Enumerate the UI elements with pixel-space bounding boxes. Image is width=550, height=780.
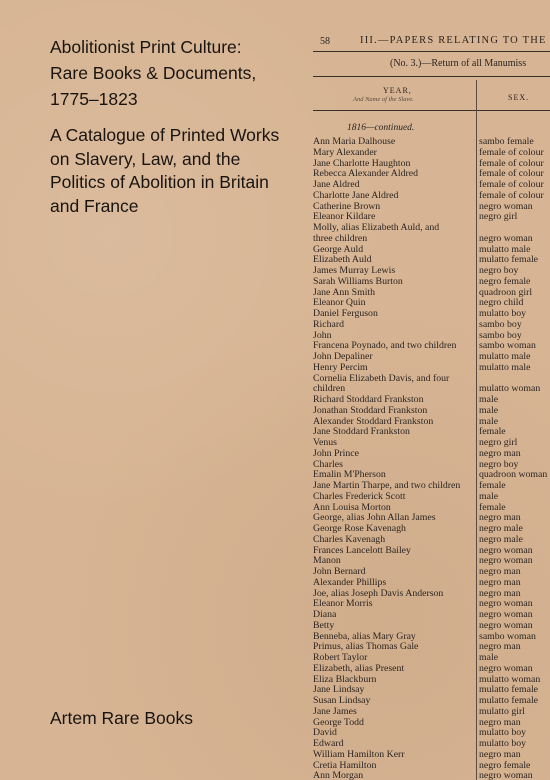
slave-sex: negro child [479,297,524,309]
list-item [313,406,550,417]
slave-sex: negro woman [479,598,533,610]
document-page-image [305,0,550,780]
slave-name: George Todd [313,716,364,728]
slave-name: Eleanor Kildare [313,211,376,223]
slave-name: Henry Percim [313,361,368,373]
slave-name: Benneba, alias Mary Gray [313,630,416,642]
list-item [313,277,550,288]
slave-name: George Auld [313,243,364,255]
slave-sex: negro woman [479,662,533,674]
slave-sex: female [479,480,506,491]
slave-sex: mulatto female [479,254,539,266]
subtitle-line: on Slavery, Law, and the [50,148,241,169]
slave-sex: negro man [479,447,521,459]
slave-sex: negro female [479,275,531,287]
slave-name: Ann Louisa Morton [313,501,391,513]
slave-sex: mulatto boy [479,727,527,739]
slave-name: John Prince [313,447,359,459]
page-number: 58 [320,36,330,47]
slave-sex: negro man [479,512,521,524]
slave-name: Robert Taylor [313,652,368,663]
slave-name: Charlotte Jane Aldred [313,189,399,201]
slave-name: Jonathan Stoddard Frankston [313,404,428,416]
slave-name: Betty [313,619,335,631]
slave-sex: mulatto male [479,351,531,362]
running-head: III.—PAPERS RELATING TO THE [360,35,547,46]
catalogue-subtitle [50,124,305,218]
slave-sex: mulatto female [479,695,539,706]
slave-name: Richard [313,318,345,330]
slave-sex: mulatto boy [479,308,527,319]
slave-sex: sambo female [479,136,534,147]
slave-name: Richard Stoddard Frankston [313,394,424,405]
list-item [313,234,550,245]
slave-name: James Murray Lewis [313,265,396,276]
list-item [313,320,550,331]
slave-name: Elizabeth Auld [313,254,372,266]
slave-name: Jane Ann Smith [313,286,376,298]
slave-name: Diana [313,609,337,620]
slave-sex: negro man [479,716,521,728]
slave-sex: negro male [479,533,523,545]
slave-name: Charles [313,458,343,470]
slave-sex: negro woman [479,200,533,212]
slave-name: Manon [313,555,341,567]
subtitle-line: Politics of Abolition in Britain [50,172,269,192]
slave-sex: sambo boy [479,329,522,341]
slave-name: children [313,383,346,395]
slave-sex: female of colour [479,189,544,201]
slave-name: Rebecca Alexander Aldred [313,168,418,180]
slave-name: Eliza Blackburn [313,673,377,685]
slave-name: Catherine Brown [313,200,381,212]
slave-sex: negro man [479,566,521,577]
slave-sex: mulatto woman [479,383,541,395]
slave-name: Alexander Phillips [313,576,387,588]
subtitle-line: A Catalogue of Printed Works [50,125,280,145]
catalogue-title [50,34,300,112]
table-heading: (No. 3.)—Return of all Manumiss [390,58,527,69]
column-header-rule [313,110,550,111]
slave-name: Edward [313,738,344,749]
title-line: 1775–1823 [50,89,138,109]
slave-sex: mulatto girl [479,705,525,717]
slave-sex: mulatto male [479,361,531,373]
slave-sex: male [479,394,499,405]
slave-name: Eleanor Quin [313,297,366,309]
cover-text-column [50,0,305,780]
slave-name: Cornelia Elizabeth Davis, and four [313,372,450,384]
slave-sex: negro woman [479,232,533,244]
slave-sex: male [479,652,499,663]
slave-sex: female of colour [479,157,544,169]
subtitle-line: and France [50,195,139,216]
slave-sex: negro woman [479,619,533,631]
slave-name: Jane Aldred [313,179,360,190]
column-year-label: YEAR, [383,86,412,95]
slave-name: Joe, alias Joseph Davis Anderson [313,587,444,599]
slave-sex: negro woman [479,770,533,780]
slave-sex: negro girl [479,211,518,223]
slave-sex: negro girl [479,437,518,448]
slave-name: Francena Poynado, and two children [313,340,457,352]
slave-sex: negro man [479,748,521,760]
slave-name: Primus, alias Thomas Gale [313,641,419,653]
list-item [313,191,550,202]
slave-name: three children [313,232,368,244]
list-item [313,535,550,546]
slave-name: Frances Lancelott Bailey [313,544,411,556]
slave-sex: male [479,490,499,502]
slave-name: David [313,727,337,739]
slave-name: Sarah Williams Burton [313,275,403,287]
slave-name: Charles Kavenagh [313,533,386,545]
slave-name: George Rose Kavenagh [313,523,406,534]
list-item [313,449,550,460]
slave-sex: negro woman [479,609,533,620]
slave-name: Alexander Stoddard Frankston [313,415,434,427]
column-name-label: And Name of the Slave. [353,96,414,103]
slave-name: John Depaliner [313,351,373,362]
slave-list [313,137,550,780]
slave-sex: female of colour [479,146,544,158]
title-line: Rare Books & Documents, [50,63,257,83]
list-item [313,578,550,589]
slave-name: Jane Martin Tharpe, and two children [313,480,461,491]
slave-sex: negro female [479,759,531,771]
slave-sex: sambo woman [479,340,536,352]
list-item [313,492,550,503]
continued-label: 1816—continued. [347,123,415,133]
slave-sex: female of colour [479,168,544,180]
slave-name: William Hamilton Kerr [313,748,405,760]
slave-name: Charles Frederick Scott [313,490,406,502]
slave-sex: quadroon woman [479,469,548,481]
slave-name: Susan Lindsay [313,695,371,706]
header-rule [313,51,550,52]
list-item [313,148,550,159]
slave-sex: mulatto female [479,684,539,696]
slave-name: Ann Maria Dalhouse [313,136,396,147]
slave-name: Eleanor Morris [313,598,373,610]
slave-sex: negro man [479,641,521,653]
slave-sex: sambo boy [479,318,522,330]
slave-sex: negro boy [479,458,519,470]
slave-name: John Bernard [313,566,366,577]
table-top-rule [313,76,550,77]
slave-name: George, alias John Allan James [313,512,436,524]
slave-sex: negro boy [479,265,519,276]
slave-sex: mulatto woman [479,673,541,685]
slave-name: Daniel Ferguson [313,308,378,319]
slave-sex: mulatto male [479,243,531,255]
slave-sex: negro male [479,523,523,534]
slave-sex: female [479,501,506,513]
list-item [313,664,550,675]
publisher-name: Artem Rare Books [50,708,193,728]
slave-sex: negro woman [479,544,533,556]
slave-sex: negro man [479,576,521,588]
slave-name: Jane Charlotte Haughton [313,157,411,169]
slave-name: Jane Stoddard Frankston [313,426,410,438]
slave-sex: male [479,415,499,427]
slave-name: Ann Morgan [313,770,364,780]
slave-name: John [313,329,332,341]
slave-sex: female of colour [479,179,544,190]
slave-name: Molly, alias Elizabeth Auld, and [313,222,440,233]
slave-name: Elizabeth, alias Present [313,662,405,674]
slave-name: Emalin M'Pherson [313,469,386,481]
slave-name: Cretia Hamilton [313,759,377,771]
slave-name: Venus [313,437,337,448]
list-item [313,750,550,761]
list-item [313,621,550,632]
slave-name: Jane Lindsay [313,684,365,696]
list-item [313,707,550,718]
slave-sex: negro woman [479,555,533,567]
slave-sex: quadroon girl [479,286,533,298]
column-sex-label: SEX. [508,93,530,102]
slave-sex: sambo woman [479,630,536,642]
slave-sex: mulatto boy [479,738,527,749]
list-item [313,771,550,780]
slave-sex: negro man [479,587,521,599]
slave-name: Jane James [313,705,357,717]
slave-sex: male [479,404,499,416]
list-item [313,363,550,374]
slave-name: Mary Alexander [313,146,377,158]
slave-sex: female [479,426,506,438]
title-line: Abolitionist Print Culture: [50,37,242,57]
